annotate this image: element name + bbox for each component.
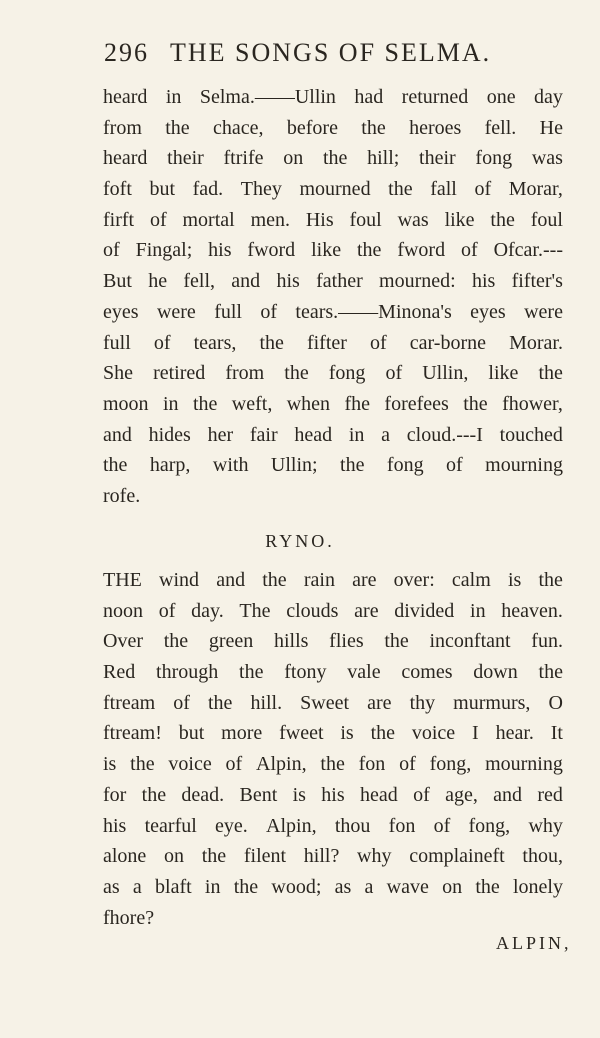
paragraph-1 [103,82,563,512]
text-line: heard their ftrife on the hill; their fong was [103,147,563,170]
text-line: alone on the filent hill? why complaineft thou, [103,845,563,868]
section-heading: RYNO. [265,531,335,551]
page-number: 296 [104,38,149,67]
text-line: But he fell, and his father mourned: his fifter's [103,270,563,293]
text-line: Red through the ftony vale comes down the [103,661,563,684]
running-header [104,38,504,72]
text-line: ftream! but more fweet is the voice I hear. It [103,722,563,745]
text-line: eyes were full of tears.——Minona's eyes were [103,300,563,323]
text-line: ftream of the hill. Sweet are thy murmurs, O [103,691,563,714]
text-line: full of tears, the fifter of car-borne Morar. [103,331,563,354]
text-line: his tearful eye. Alpin, thou fon of fong, why [103,814,563,837]
text-line: Over the green hills flies the inconftant fun. [103,630,563,653]
text-line: THE wind and the rain are over: calm is the [103,569,563,591]
text-line: of Fingal; his fword like the fword of Ofcar.--- [103,239,563,262]
text-line: rofe. [103,484,141,507]
catchword: ALPIN, [496,933,572,953]
text-line: firft of mortal men. His foul was like the foul [103,208,563,231]
text-line: and hides her fair head in a cloud.---I touched [103,423,563,446]
text-line: She retired from the fong of Ullin, like the [103,362,563,385]
text-line: for the dead. Bent is his head of age, and red [103,783,563,806]
text-line: is the voice of Alpin, the fon of fong, mourning [103,753,563,776]
text-line: heard in Selma.——Ullin had returned one day [103,86,563,108]
text-line: the harp, with Ullin; the fong of mourning [103,454,563,477]
text-line: as a blaft in the wood; as a wave on the lonely [103,875,563,898]
running-title: THE SONGS OF SELMA. [170,38,492,67]
text-line: foft but fad. They mourned the fall of Morar, [103,178,563,201]
text-line: from the chace, before the heroes fell. He [103,116,563,139]
text-line: noon of day. The clouds are divided in heaven. [103,599,563,622]
text-line: moon in the weft, when fhe forefees the fhower, [103,392,563,415]
text-line: fhore? [103,906,155,929]
paragraph-2 [103,565,563,933]
